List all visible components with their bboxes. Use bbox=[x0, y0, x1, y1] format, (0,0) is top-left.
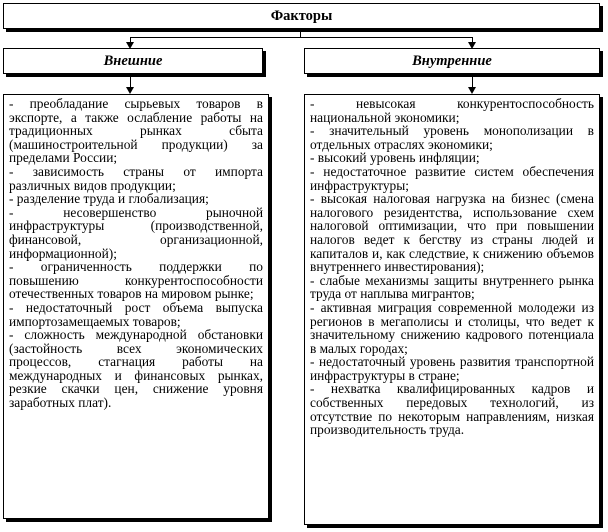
list-item: - невысокая конкурентоспособность национальной экономики; bbox=[310, 96, 594, 125]
list-item: - недостаточный уровень развития транспортной инфраструктуры в стране; bbox=[310, 354, 594, 383]
list-item: - недостаточное развитие систем обеспечения инфраструктуры; bbox=[310, 163, 594, 193]
list-item: - сложность международной обстановки (застойность всех экономических процессов, стагнация работы на международных и финансовых рынках, резкие скачки цен, снижение уровня заработных плат). bbox=[9, 327, 263, 411]
internal-heading: Внутренние bbox=[412, 52, 492, 69]
connector-horizontal bbox=[130, 37, 473, 38]
arrow-left-list-icon bbox=[126, 87, 134, 94]
internal-factors-list bbox=[304, 94, 600, 525]
list-item: - несовершенство рыночной инфраструктуры (производственной, финансовой, организационной, информационной); bbox=[9, 204, 263, 261]
list-item: - зависимость страны от импорта различных видов продукции; bbox=[9, 163, 263, 193]
list-item: - нехватка квалифицированных кадров и собственных передовых технологий, из отсутствие по некоторым направлениям, низкая производительность труда. bbox=[310, 381, 594, 438]
list-item: - слабые механизмы защиты внутреннего рынка труда от наплыва мигрантов; bbox=[310, 272, 594, 302]
connector-right-list bbox=[472, 77, 473, 87]
list-item: - высокая налоговая нагрузка на бизнес (смена налогового резидентства, использование схем налоговой оптимизации, что при повышении налогов ведет к бегству из страны людей и капиталов и, как следствие, к снижению объемов внутреннего инвестирования); bbox=[310, 191, 594, 275]
factors-title: Факторы bbox=[270, 7, 333, 24]
list-item: - активная миграция современной молодежи из регионов в мегаполисы и столицы, что ведет к значительному снижению кадрового потенциала в малых городах; bbox=[310, 299, 594, 356]
factors-title-box bbox=[3, 3, 600, 29]
connector-left-list bbox=[130, 77, 131, 87]
list-item: - преобладание сырьевых товаров в экспорте, а также ослабление работы на традиционных рынках сбыта (машиностроительной продукции) за пределами России; bbox=[9, 96, 263, 166]
internal-heading-box bbox=[304, 48, 600, 74]
list-item: - ограниченность поддержки по повышению конкурентоспособности отечественных товаров на мировом рынке; bbox=[9, 259, 263, 302]
list-item: - разделение труда и глобализация; bbox=[9, 191, 209, 207]
external-factors-list bbox=[3, 94, 269, 519]
list-item: - значительный уровень монополизации в отдельных отраслях экономики; bbox=[310, 123, 594, 152]
list-item: - высокий уровень инфляции; bbox=[310, 150, 480, 166]
list-item: - недостаточный рост объема выпуска импортозамещаемых товаров; bbox=[9, 299, 263, 329]
external-heading-box bbox=[3, 48, 263, 74]
arrow-right-list-icon bbox=[468, 87, 476, 94]
external-heading: Внешние bbox=[103, 52, 163, 69]
